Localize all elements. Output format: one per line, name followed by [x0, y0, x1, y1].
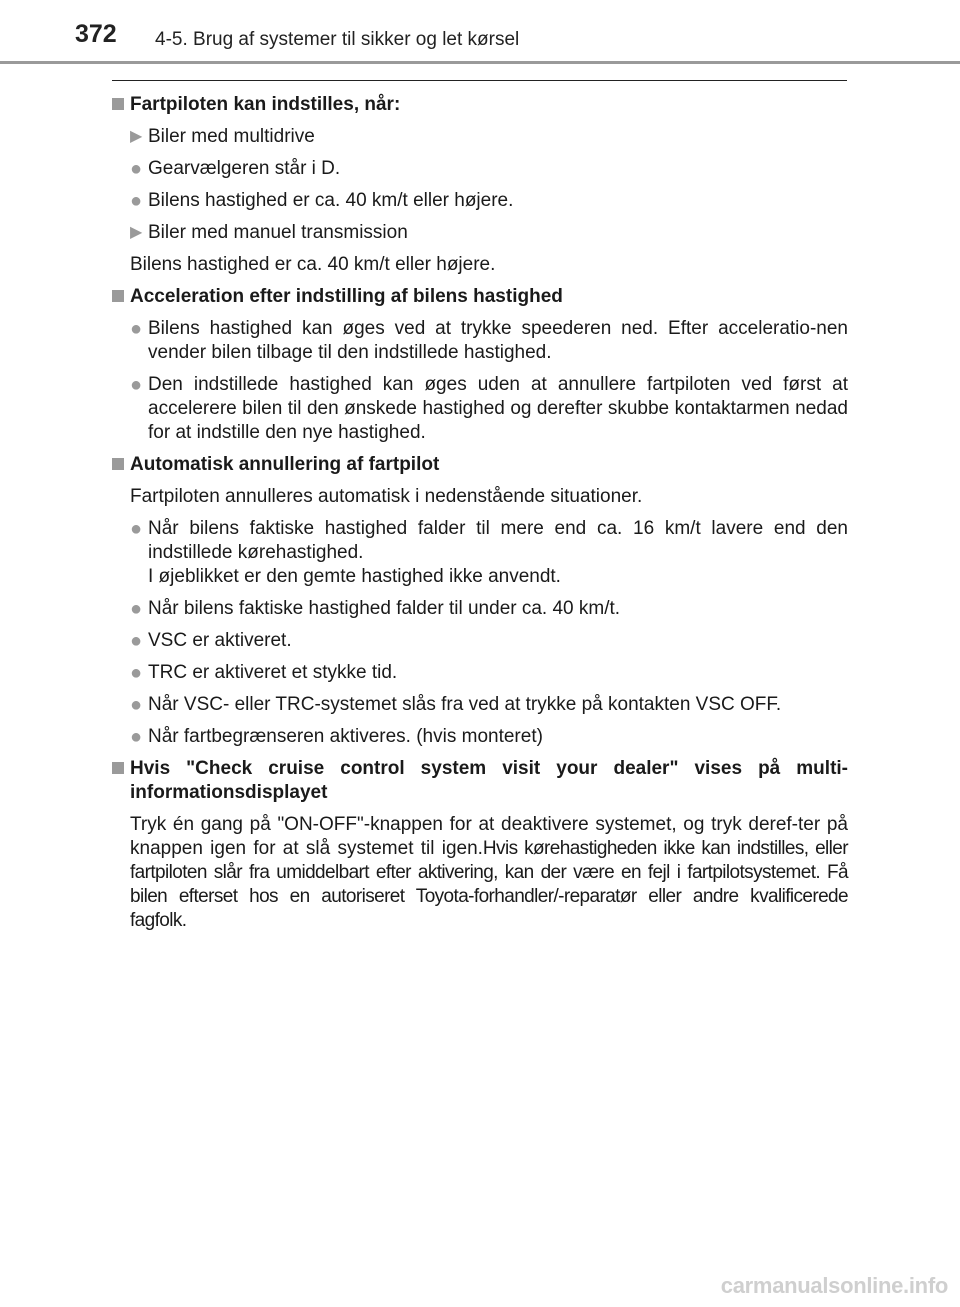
paragraph: Bilens hastighed er ca. 40 km/t eller højere.	[130, 254, 496, 275]
list-item-text: Når bilens faktiske hastighed falder til under ca. 40 km/t.	[148, 598, 621, 619]
dot-bullet-icon: ●	[130, 726, 143, 748]
dot-bullet-icon: ●	[130, 662, 143, 684]
section-acceleration	[112, 285, 848, 445]
list-item	[112, 373, 848, 445]
list-item-text: VSC er aktiveret.	[148, 630, 292, 651]
list-item	[112, 221, 848, 245]
section-heading: Hvis "Check cruise control system visit your dealer" vises på multi-informationsdisplayet	[112, 757, 848, 805]
list-item	[112, 693, 848, 717]
dot-bullet-icon: ●	[130, 318, 143, 340]
paragraph	[112, 813, 848, 933]
list-item	[112, 125, 848, 149]
header-divider	[0, 61, 960, 64]
list-item	[112, 157, 848, 181]
section-heading: Automatisk annullering af fartpilot	[112, 453, 848, 477]
page-header	[0, 0, 960, 70]
list-item-text: Bilens hastighed er ca. 40 km/t eller højere.	[148, 190, 514, 211]
section-warning-message	[112, 757, 848, 933]
triangle-bullet-icon: ▶	[130, 224, 143, 241]
list-item	[112, 189, 848, 213]
list-item	[112, 629, 848, 653]
paragraph: Fartpiloten annulleres automatisk i nedenstående situationer.	[130, 486, 643, 507]
paragraph-text: Tryk én gang på "ON-OFF"-knappen for at deaktivere systemet, og tryk deref-ter på knappen igen for at slå systemet til igen.	[130, 814, 848, 859]
list-item	[112, 517, 848, 589]
list-item-text: Biler med manuel transmission	[148, 222, 408, 243]
list-item-text: Når fartbegrænseren aktiveres. (hvis monteret)	[148, 726, 543, 747]
section-heading: Acceleration efter indstilling af bilens hastighed	[112, 285, 848, 309]
list-item-text: Når bilens faktiske hastighed falder til mere end ca. 16 km/t lavere end den indstillede kørehastighed.	[148, 518, 848, 563]
section-heading: Fartpiloten kan indstilles, når:	[112, 93, 848, 117]
list-item-note: I øjeblikket er den gemte hastighed ikke anvendt.	[148, 566, 561, 587]
section-title: 4-5. Brug af systemer til sikker og let kørsel	[155, 29, 520, 50]
section-conditions	[112, 93, 848, 277]
list-item	[112, 317, 848, 365]
paragraph-text-condensed: Hvis kørehastigheden ikke kan indstilles, eller fartpiloten slår fra umiddelbart efter aktivering, kan der være en fejl i fartpilotsystemet. Få bilen efterset hos en autoriseret Toyota-forhandler/-reparatør eller andre kvalificerede fagfolk.	[130, 838, 848, 931]
list-item-text: TRC er aktiveret et stykke tid.	[148, 662, 398, 683]
content-divider	[112, 80, 847, 81]
dot-bullet-icon: ●	[130, 190, 143, 212]
section-auto-cancel	[112, 453, 848, 749]
page-content	[112, 93, 848, 941]
list-item-text: Gearvælgeren står i D.	[148, 158, 341, 179]
list-item	[112, 597, 848, 621]
dot-bullet-icon: ●	[130, 598, 143, 620]
dot-bullet-icon: ●	[130, 374, 143, 396]
list-item-text: Biler med multidrive	[148, 126, 315, 147]
dot-bullet-icon: ●	[130, 518, 143, 540]
list-item-text: Den indstillede hastighed kan øges uden at annullere fartpiloten ved først at accelerere bilen til den ønskede hastighed og derefter skubbe kontaktarmen nedad for at indstille den nye hastighed.	[148, 374, 848, 443]
list-item	[112, 725, 848, 749]
list-item-text: Bilens hastighed kan øges ved at trykke speederen ned. Efter acceleratio-nen vender bilen tilbage til den indstillede hastighed.	[148, 318, 848, 363]
dot-bullet-icon: ●	[130, 694, 143, 716]
page-number: 372	[75, 20, 117, 48]
list-item	[112, 661, 848, 685]
dot-bullet-icon: ●	[130, 630, 143, 652]
triangle-bullet-icon: ▶	[130, 128, 143, 145]
list-item-text: Når VSC- eller TRC-systemet slås fra ved at trykke på kontakten VSC OFF.	[148, 694, 782, 715]
dot-bullet-icon: ●	[130, 158, 143, 180]
watermark: carmanualsonline.info	[720, 1273, 948, 1298]
